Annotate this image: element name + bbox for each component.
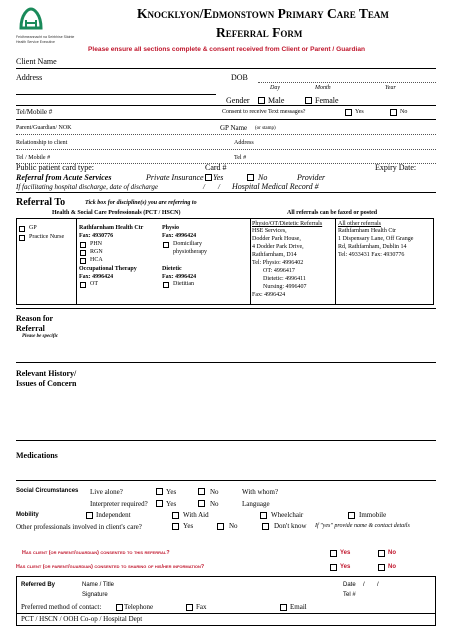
referral-to-heading: Referral To (16, 197, 66, 208)
text-consent-no[interactable] (390, 109, 397, 116)
consent-referral-no[interactable] (378, 550, 385, 557)
logo-text-irish: Feidhmeannacht na Seirbhíse Sláinte (16, 35, 75, 39)
client-name-label: Client Name (16, 57, 57, 66)
mobility-independent[interactable] (86, 512, 93, 519)
insurance-no[interactable] (247, 174, 254, 181)
other-prof-yes[interactable] (172, 523, 179, 530)
ot-checkbox[interactable] (80, 282, 86, 288)
medications-heading: Medications (16, 451, 58, 460)
insurance-yes[interactable] (205, 174, 212, 181)
live-alone-yes[interactable] (156, 488, 163, 495)
live-alone-no[interactable] (198, 488, 205, 495)
instruction-text: Please ensure all sections complete & consent received from Client or Parent / Guardian (88, 46, 366, 53)
dietitian-checkbox[interactable] (163, 282, 169, 288)
mobility-immobile[interactable] (348, 512, 355, 519)
address-label: Address (16, 73, 43, 82)
male-checkbox[interactable] (258, 97, 265, 104)
dob-label: DOB (231, 73, 248, 82)
phn-checkbox[interactable] (80, 242, 86, 248)
interpreter-yes[interactable] (156, 500, 163, 507)
hca-checkbox[interactable] (80, 258, 86, 264)
rgn-checkbox[interactable] (80, 250, 86, 256)
form-subtitle: Referral Form (216, 25, 303, 40)
logo-text-english: Health Service Executive (16, 40, 55, 44)
consent-sharing-no[interactable] (378, 564, 385, 571)
female-checkbox[interactable] (305, 97, 312, 104)
contact-telephone[interactable] (116, 604, 123, 611)
mobility-with-aid[interactable] (172, 512, 179, 519)
contact-fax[interactable] (186, 604, 193, 611)
text-consent-yes[interactable] (345, 109, 352, 116)
reason-heading: Reason for (16, 314, 54, 323)
gp-checkbox[interactable] (19, 226, 25, 232)
contact-email[interactable] (280, 604, 287, 611)
consent-referral-yes[interactable] (330, 550, 337, 557)
other-prof-no[interactable] (217, 523, 224, 530)
mobility-wheelchair[interactable] (260, 512, 267, 519)
consent-sharing-yes[interactable] (330, 564, 337, 571)
other-prof-dont-know[interactable] (262, 523, 269, 530)
hse-logo (18, 6, 44, 34)
form-title: Knocklyon/Edmonstown Primary Care Team (137, 6, 389, 21)
interpreter-no[interactable] (198, 500, 205, 507)
history-heading: Relevant History/ (16, 369, 77, 378)
domiciliary-physio-checkbox[interactable] (163, 242, 169, 248)
practice-nurse-checkbox[interactable] (19, 235, 25, 241)
